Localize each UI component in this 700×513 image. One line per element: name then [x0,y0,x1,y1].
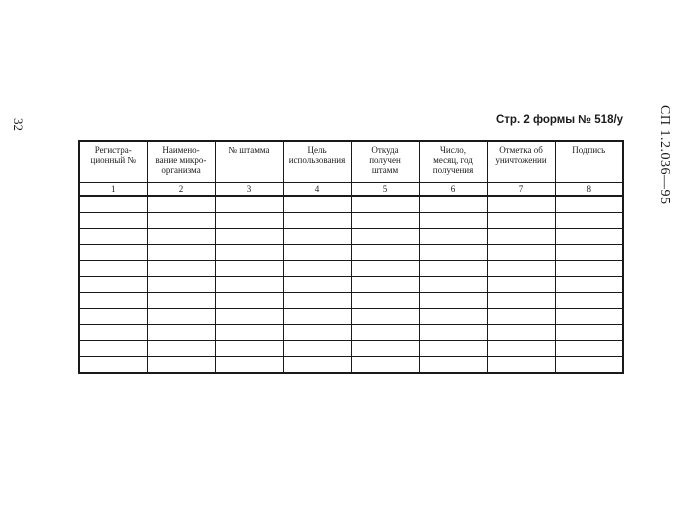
header-signature: Подпись [572,145,606,155]
table-cell [79,261,147,277]
table-cell [419,277,487,293]
table-cell [555,196,623,213]
column-header [215,141,283,183]
table-cell [351,357,419,374]
column-header [555,141,623,183]
table-cell [79,357,147,374]
table-cell [351,293,419,309]
table-cell [283,245,351,261]
table-row [79,357,623,374]
table-row [79,245,623,261]
table-row [79,229,623,245]
table-cell [283,341,351,357]
column-number: 5 [351,183,419,197]
table-cell [79,213,147,229]
table-row [79,293,623,309]
table-cell [555,245,623,261]
page-number: 32 [11,118,26,131]
table-cell [283,277,351,293]
table-cell [555,229,623,245]
table-cell [79,196,147,213]
header-purpose: Цель использования [288,145,346,165]
table-cell [79,293,147,309]
table-cell [79,277,147,293]
table-cell [351,196,419,213]
table-cell [487,213,555,229]
table-cell [419,261,487,277]
table-cell [215,261,283,277]
table-cell [147,196,215,213]
table-cell [555,213,623,229]
table-cell [555,309,623,325]
table-cell [147,229,215,245]
table-cell [419,196,487,213]
column-header [419,141,487,183]
table-cell [419,325,487,341]
table-cell [215,245,283,261]
table-cell [283,293,351,309]
table-cell [555,357,623,374]
table-cell [487,309,555,325]
column-number: 7 [487,183,555,197]
table-cell [351,261,419,277]
table-cell [147,293,215,309]
table-cell [215,309,283,325]
column-header [147,141,215,183]
table-cell [555,341,623,357]
table-cell [215,229,283,245]
table-cell [419,245,487,261]
table-cell [351,229,419,245]
table-cell [351,213,419,229]
header-microorganism-name: Наимено- вание микро- организма [155,145,207,175]
table-cell [487,325,555,341]
column-header [283,141,351,183]
table-cell [487,229,555,245]
table-cell [283,229,351,245]
column-header [79,141,147,183]
table-cell [147,213,215,229]
table-cell [215,325,283,341]
table-cell [351,341,419,357]
table-cell [419,213,487,229]
table-cell [487,261,555,277]
table-row [79,341,623,357]
table-cell [283,261,351,277]
table-cell [487,245,555,261]
table-cell [283,309,351,325]
table-cell [215,277,283,293]
table-cell [147,325,215,341]
header-registration-number: Регистра- ционный № [90,145,136,165]
column-header [351,141,419,183]
table-cell [351,309,419,325]
table-row [79,261,623,277]
header-row [79,141,623,183]
column-number: 1 [79,183,147,197]
table-cell [147,357,215,374]
header-strain-number: № штамма [228,145,270,155]
table-cell [555,261,623,277]
table-cell [215,357,283,374]
table-cell [283,213,351,229]
table-cell [487,277,555,293]
table-cell [283,196,351,213]
table-cell [487,196,555,213]
table-cell [419,293,487,309]
table-cell [555,277,623,293]
table-cell [147,245,215,261]
column-header [487,141,555,183]
form-title: Стр. 2 формы № 518/у [496,114,624,126]
table-cell [487,357,555,374]
column-number: 2 [147,183,215,197]
table-cell [419,309,487,325]
table-cell [79,325,147,341]
table-cell [555,325,623,341]
table-row [79,309,623,325]
table-cell [215,293,283,309]
table-cell [215,341,283,357]
column-number: 4 [283,183,351,197]
document-code: СП 1.2.036—95 [657,105,672,205]
table-cell [147,341,215,357]
table-cell [79,309,147,325]
table-cell [283,325,351,341]
table-cell [351,277,419,293]
table-cell [419,357,487,374]
table-cell [79,341,147,357]
table-cell [487,293,555,309]
column-number: 3 [215,183,283,197]
table-cell [147,309,215,325]
column-number-row [79,183,623,197]
register-table [78,140,624,374]
table-cell [419,341,487,357]
table-cell [147,261,215,277]
table-row [79,325,623,341]
header-destruction-mark: Отметка об уничтожении [495,145,547,165]
table-cell [79,229,147,245]
table-row [79,277,623,293]
table-cell [555,293,623,309]
table-cell [147,277,215,293]
table-cell [351,325,419,341]
header-strain-source: Откуда получен штамм [369,145,401,175]
table-cell [487,341,555,357]
table-cell [215,213,283,229]
table-cell [283,357,351,374]
table-row [79,196,623,213]
table-cell [79,245,147,261]
table-cell [215,196,283,213]
column-number: 8 [555,183,623,197]
table-cell [351,245,419,261]
column-number: 6 [419,183,487,197]
table-cell [419,229,487,245]
table-row [79,213,623,229]
header-date-received: Число, месяц, год получения [432,145,474,175]
